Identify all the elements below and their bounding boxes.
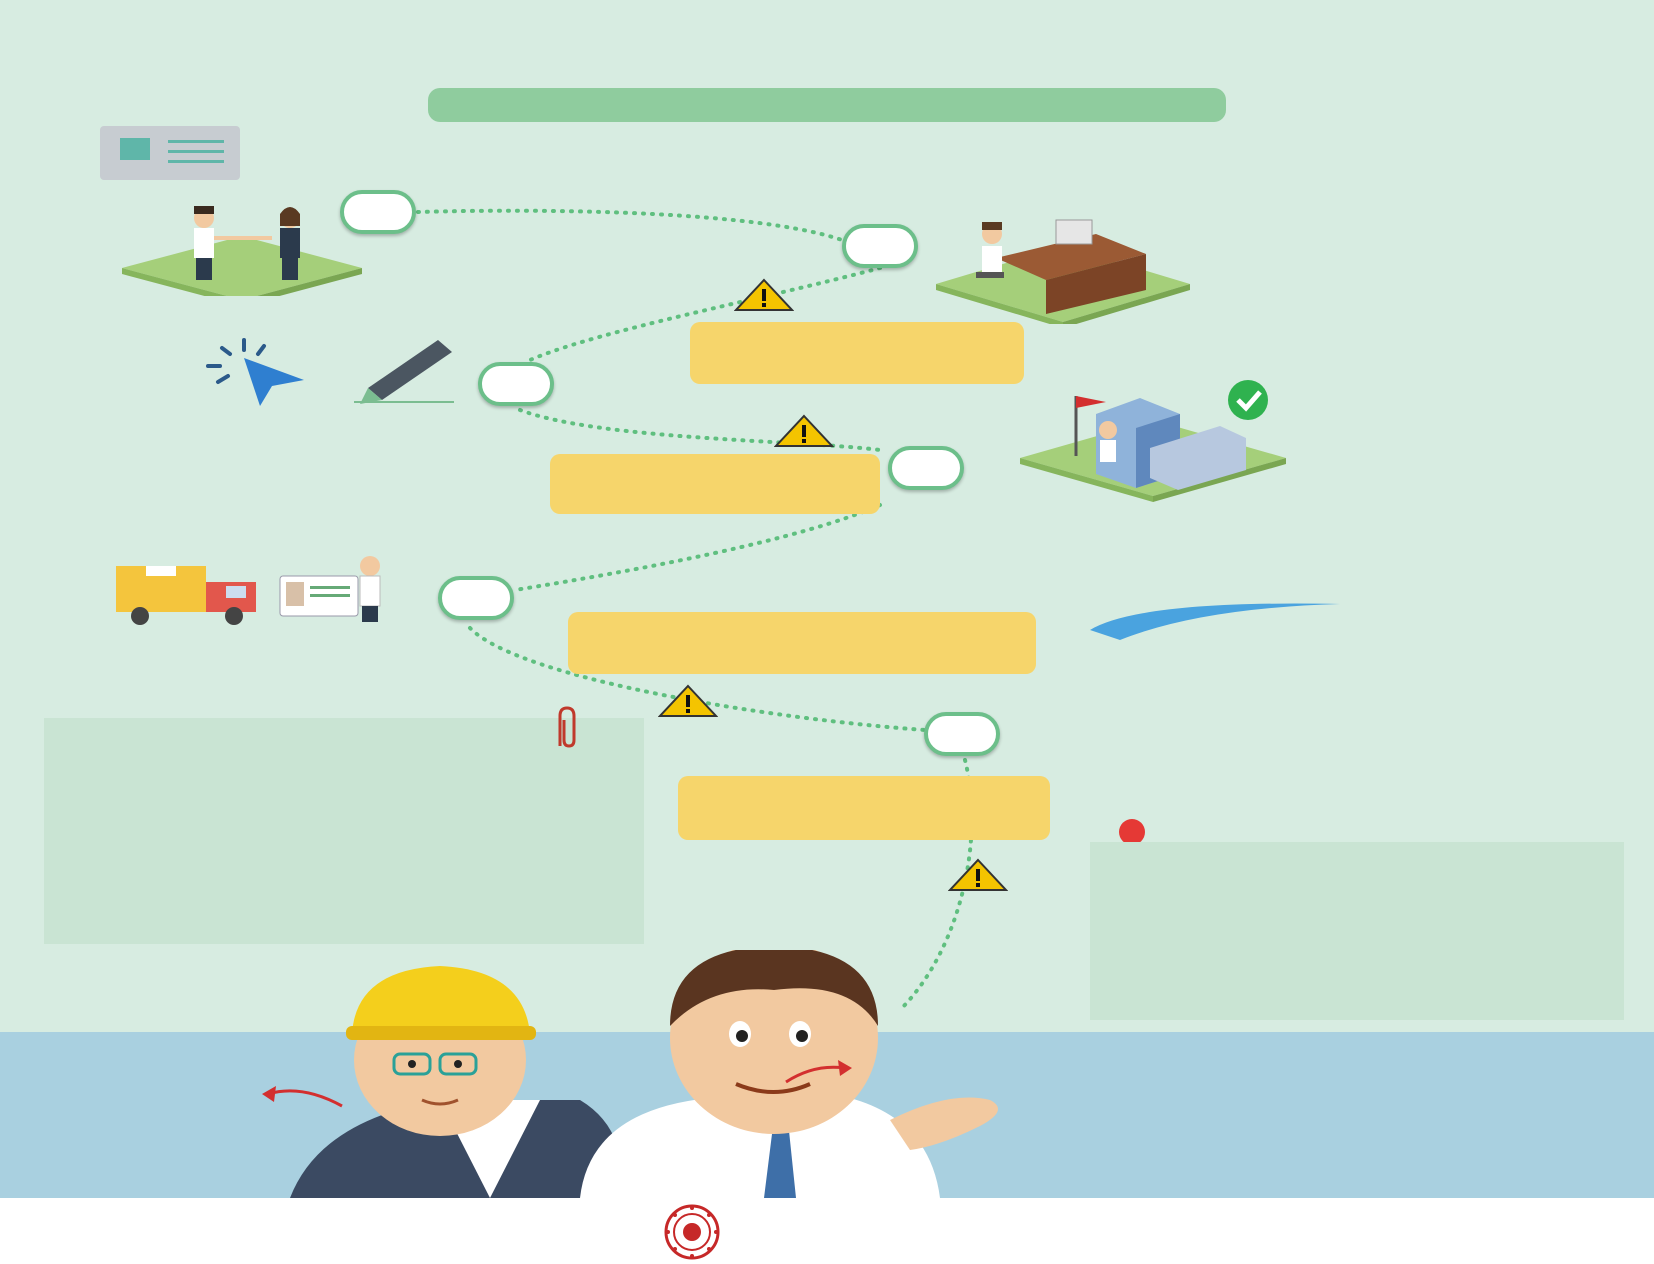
office-desk-illustration [936, 214, 1190, 324]
footer [0, 1198, 1654, 1264]
workers-illustration [290, 950, 1050, 1198]
step-3-badge [478, 362, 554, 406]
warning-icon [658, 684, 718, 718]
sgk-logo [1080, 600, 1340, 660]
insurance-bubble [678, 776, 1050, 840]
step-4-badge [888, 446, 964, 490]
paperclip-icon [552, 706, 582, 750]
ministry-seal-logo [642, 1204, 742, 1260]
ministry-building-illustration [1020, 378, 1286, 504]
pen-icon [354, 338, 454, 404]
pointer-arrow-icon [784, 1058, 854, 1088]
step-2-badge [842, 224, 918, 268]
warning-icon [734, 278, 794, 312]
tracking-bubble [568, 612, 1036, 674]
notes-box [44, 718, 644, 944]
cargo-truck-illustration [116, 564, 262, 628]
followup-bubble [550, 454, 880, 514]
pointer-arrow-icon [262, 1082, 346, 1112]
esignature-bubble [690, 322, 1024, 384]
step-6-badge [924, 712, 1000, 756]
handshake-illustration [122, 196, 362, 296]
warning-icon [948, 858, 1008, 892]
work-permit-card-illustration [278, 554, 390, 624]
required-docs-box [1090, 842, 1624, 1020]
warning-icon [774, 414, 834, 448]
cursor-click-icon [204, 336, 304, 406]
step-5-badge [438, 576, 514, 620]
step-1-badge [340, 190, 416, 234]
application-info [1090, 1038, 1650, 1042]
